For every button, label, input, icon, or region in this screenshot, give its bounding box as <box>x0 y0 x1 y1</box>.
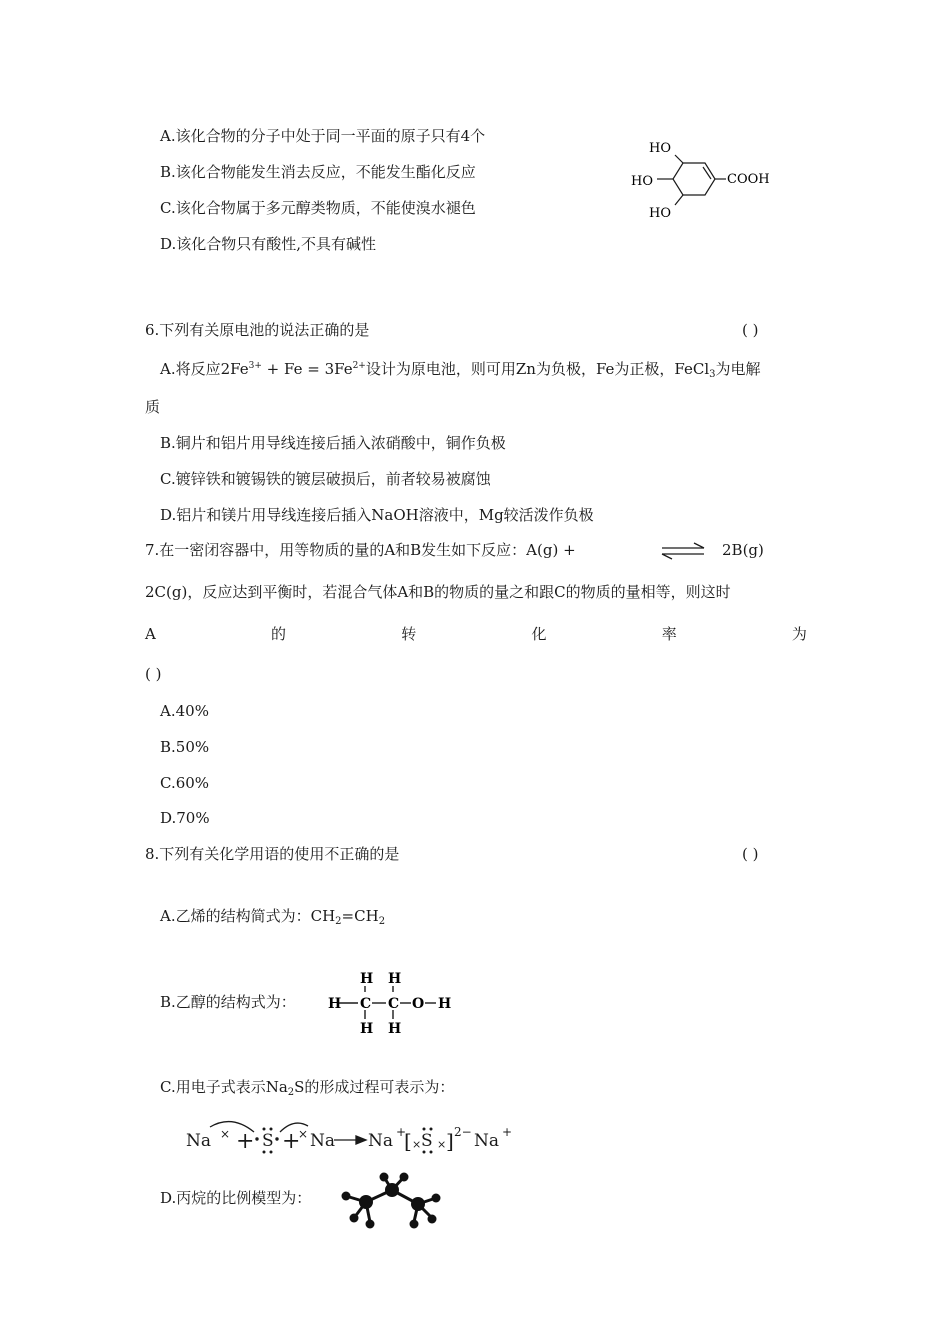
ethanol-structure <box>326 968 458 1038</box>
q5-option-d: D.该化合物只有酸性,不具有碱性 <box>160 235 377 253</box>
svg-text:×: × <box>220 1127 231 1141</box>
h-atom: H <box>360 971 374 987</box>
na-ion-left: Na <box>368 1131 394 1151</box>
q7-word: 化 <box>531 625 547 643</box>
h-atom: H <box>388 1021 402 1037</box>
q7-spread-line <box>145 624 807 644</box>
svg-text:+: + <box>502 1125 513 1139</box>
ho-mid-label: HO <box>631 174 653 189</box>
q7-word: 转 <box>401 625 417 643</box>
equilibrium-arrow-icon <box>660 541 706 561</box>
svg-text:[: [ <box>404 1129 412 1153</box>
q6-option-d: D.铝片和镁片用导线连接后插入NaOH溶液中，Mg较活泼作负极 <box>160 506 594 524</box>
q7-line2: 2C(g)，反应达到平衡时，若混合气体A和B的物质的量之和跟C的物质的量相等，则这时 <box>145 583 731 601</box>
cooh-label: COOH <box>727 172 770 187</box>
svg-text:]: ] <box>446 1129 454 1153</box>
q8-answer-paren: ( ) <box>742 845 759 863</box>
na-ion-right: Na <box>474 1131 500 1151</box>
na2s-formation-diagram <box>184 1112 514 1158</box>
q7-stem-product: 2B(g) <box>722 541 764 559</box>
sulfide-charge: 2− <box>454 1125 472 1139</box>
q8-option-a: A.乙烯的结构简式为：$CH_2=CH_2$ <box>160 907 386 927</box>
q7-word: 的 <box>271 625 287 643</box>
svg-text:×: × <box>412 1138 422 1151</box>
ho-top-label: HO <box>649 141 671 156</box>
q6-answer-paren: ( ) <box>742 321 759 339</box>
q6-stem: 6.下列有关原电池的说法正确的是 <box>145 321 370 339</box>
q6-option-a-wrap: 质 <box>145 398 161 416</box>
q7-answer-paren: ( ) <box>145 665 162 683</box>
h-atom: H <box>328 996 342 1012</box>
svg-text:×: × <box>437 1138 447 1151</box>
q8-option-d: D.丙烷的比例模型为： <box>160 1189 312 1207</box>
na-atom-right: Na <box>310 1131 336 1151</box>
svg-text:+: + <box>396 1125 407 1139</box>
shikimic-acid-structure <box>625 135 785 225</box>
ho-bottom-label: HO <box>649 206 671 221</box>
q7-option-c: C.60% <box>160 774 210 792</box>
h-atom: H <box>438 996 452 1012</box>
q7-option-d: D.70% <box>160 809 210 827</box>
plus-sign: + <box>236 1129 255 1154</box>
q6-option-b: B.铜片和铝片用导线连接后插入浓硝酸中，铜作负极 <box>160 434 506 452</box>
q5-option-a: A.该化合物的分子中处于同一平面的原子只有4个 <box>160 127 486 145</box>
q8-stem: 8.下列有关化学用语的使用不正确的是 <box>145 845 400 863</box>
s-ion: S <box>421 1131 433 1151</box>
q6-option-a: A.将反应$2Fe^{3+} + Fe = 3Fe^{2+}$设计为原电池，则可用Zn为负极，Fe为正极，FeCl$_3$为电解 <box>160 360 761 380</box>
c-atom: C <box>360 996 372 1012</box>
q7-option-b: B.50% <box>160 738 210 756</box>
h-atom: H <box>360 1021 374 1037</box>
q7-stem: 7.在一密闭容器中，用等物质的量的A和B发生如下反应：A(g) + <box>145 541 576 559</box>
q7-option-a: A.40% <box>160 702 209 720</box>
c-atom: C <box>388 996 400 1012</box>
q7-word: A <box>145 625 156 643</box>
plus-sign: + <box>282 1129 301 1154</box>
q8-option-c: C.用电子式表示$Na_2S$的形成过程可表示为： <box>160 1078 455 1098</box>
na-atom-left: Na <box>186 1131 212 1151</box>
q7-word: 率 <box>661 625 677 643</box>
svg-text:×: × <box>298 1127 309 1141</box>
q5-option-c: C.该化合物属于多元醇类物质，不能使溴水褪色 <box>160 199 476 217</box>
q6-option-c: C.镀锌铁和镀锡铁的镀层破损后，前者较易被腐蚀 <box>160 470 491 488</box>
q8-option-b: B.乙醇的结构式为： <box>160 993 296 1011</box>
h-atom: H <box>388 971 402 987</box>
q5-option-b: B.该化合物能发生消去反应，不能发生酯化反应 <box>160 163 476 181</box>
o-atom: O <box>412 996 425 1012</box>
propane-model <box>336 1172 446 1234</box>
s-atom: S <box>262 1131 274 1151</box>
q7-word: 为 <box>791 625 807 643</box>
